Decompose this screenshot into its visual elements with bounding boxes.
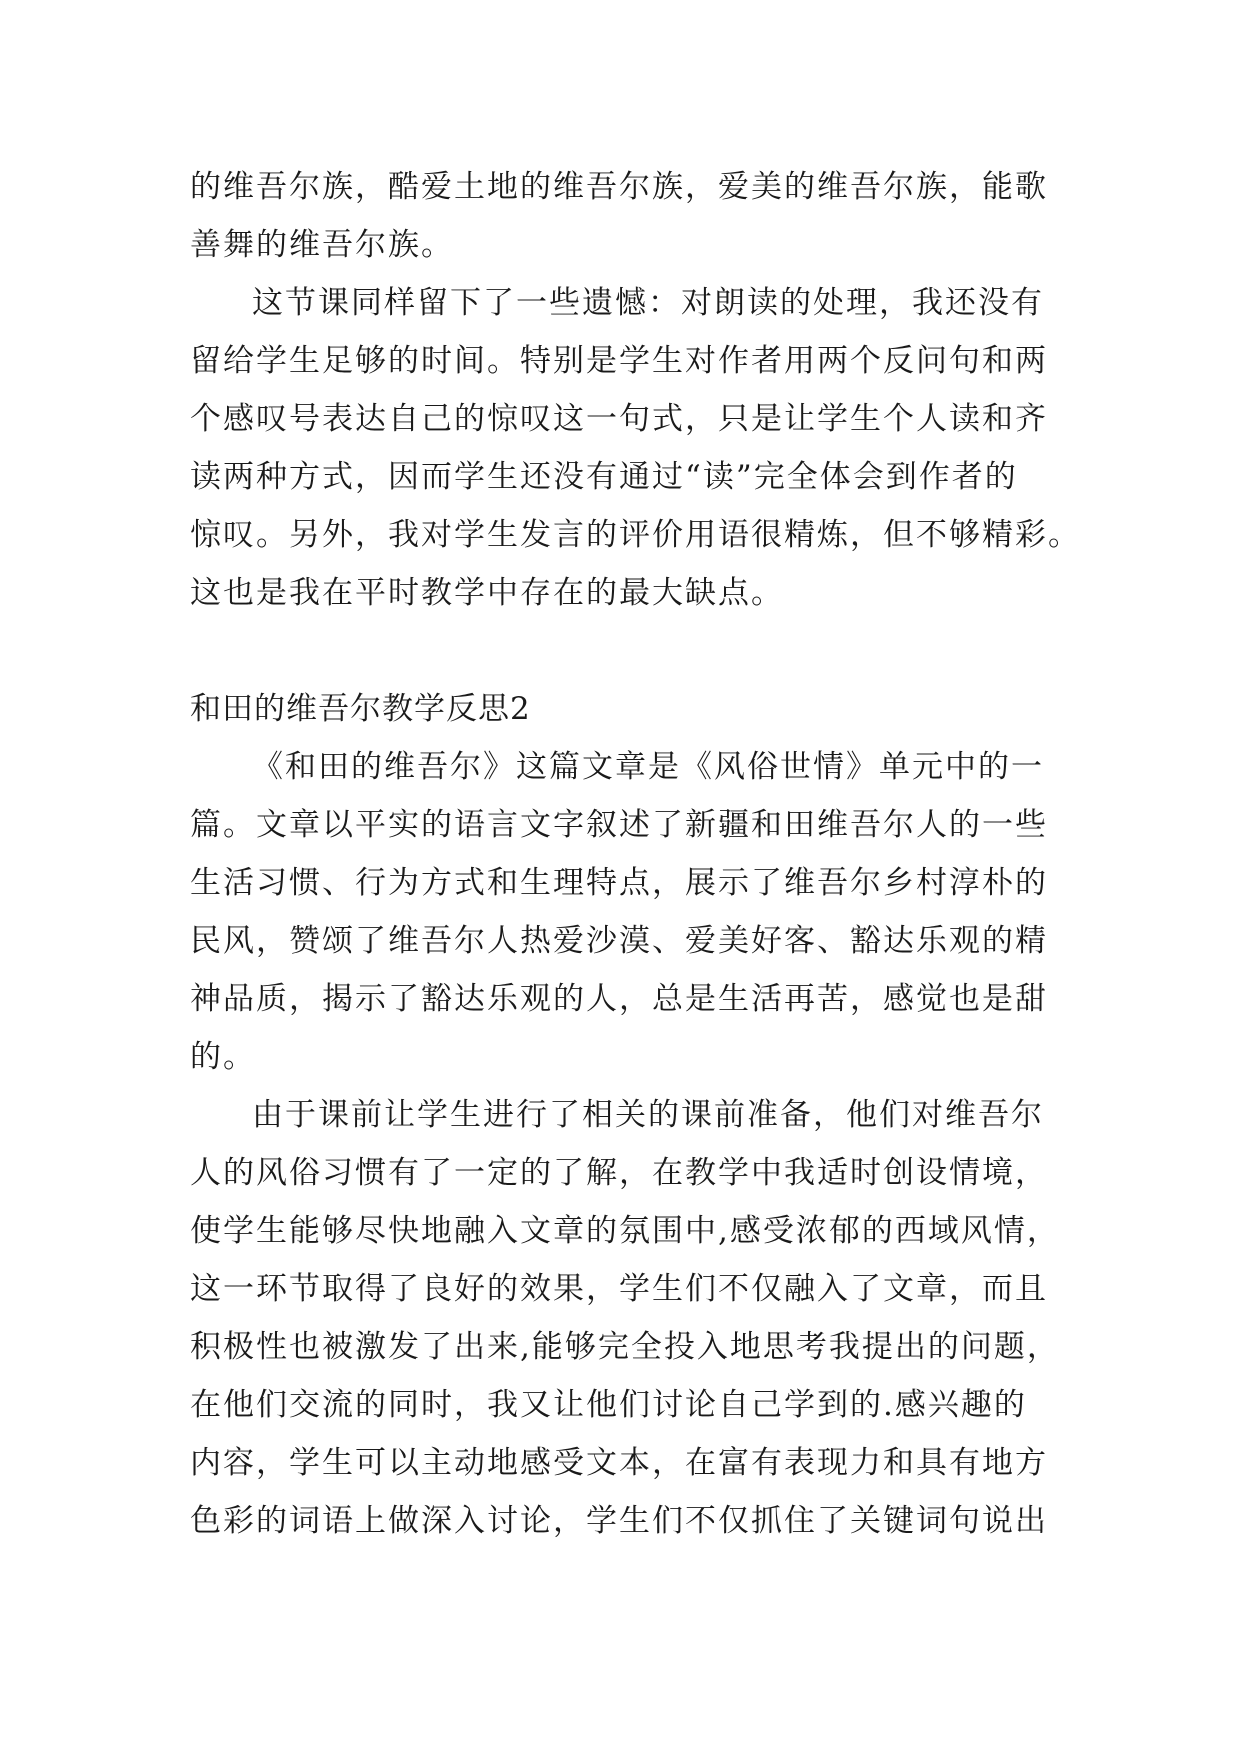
- text-line: 人的风俗习惯有了一定的了解，在教学中我适时创设情境，: [190, 1155, 1048, 1191]
- text-line: 使学生能够尽快地融入文章的氛围中,感受浓郁的西域风情，: [190, 1213, 1060, 1249]
- text-line: 留给学生足够的时间。特别是学生对作者用两个反问句和两: [190, 343, 1048, 379]
- text-line: 民风，赞颂了维吾尔人热爱沙漠、爱美好客、豁达乐观的精: [190, 923, 1048, 959]
- text-line: 篇。文章以平实的语言文字叙述了新疆和田维吾尔人的一些: [190, 807, 1048, 843]
- section-title: 和田的维吾尔教学反思2: [190, 691, 531, 727]
- text-line: 这也是我在平时教学中存在的最大缺点。: [190, 575, 784, 611]
- text-line: 神品质，揭示了豁达乐观的人，总是生活再苦，感觉也是甜: [190, 981, 1048, 1017]
- paragraph-2: [190, 274, 1081, 622]
- text-line: 生活习惯、行为方式和生理特点，展示了维吾尔乡村淳朴的: [190, 865, 1048, 901]
- paragraph-4: [190, 1086, 1060, 1550]
- text-line: 色彩的词语上做深入讨论，学生们不仅抓住了关键词句说出: [190, 1503, 1048, 1539]
- paragraph-gap: [190, 622, 1060, 680]
- text-line: 这节课同样留下了一些遗憾：对朗读的处理，我还没有: [252, 285, 1044, 321]
- text-line: 个感叹号表达自己的惊叹这一句式，只是让学生个人读和齐: [190, 401, 1048, 437]
- paragraph-1: [190, 158, 1060, 274]
- text-line: 由于课前让学生进行了相关的课前准备，他们对维吾尔: [252, 1097, 1044, 1133]
- document-body: [190, 158, 1081, 1550]
- text-line: 读两种方式，因而学生还没有通过“读”完全体会到作者的: [190, 459, 1018, 495]
- text-line: 善舞的维吾尔族。: [190, 227, 454, 263]
- text-line: 积极性也被激发了出来,能够完全投入地思考我提出的问题，: [190, 1329, 1060, 1365]
- paragraph-3: [190, 738, 1060, 1086]
- text-line: 的。: [190, 1039, 256, 1075]
- text-line: 惊叹。另外，我对学生发言的评价用语很精炼，但不够精彩。: [190, 517, 1081, 553]
- text-line: 在他们交流的同时，我又让他们讨论自己学到的.感兴趣的: [190, 1387, 1027, 1423]
- text-line: 内容，学生可以主动地感受文本，在富有表现力和具有地方: [190, 1445, 1048, 1481]
- text-line: 这一环节取得了良好的效果，学生们不仅融入了文章，而且: [190, 1271, 1048, 1307]
- text-line: 《和田的维吾尔》这篇文章是《风俗世情》单元中的一: [252, 749, 1044, 785]
- text-line: 的维吾尔族，酷爱土地的维吾尔族，爱美的维吾尔族，能歌: [190, 169, 1048, 205]
